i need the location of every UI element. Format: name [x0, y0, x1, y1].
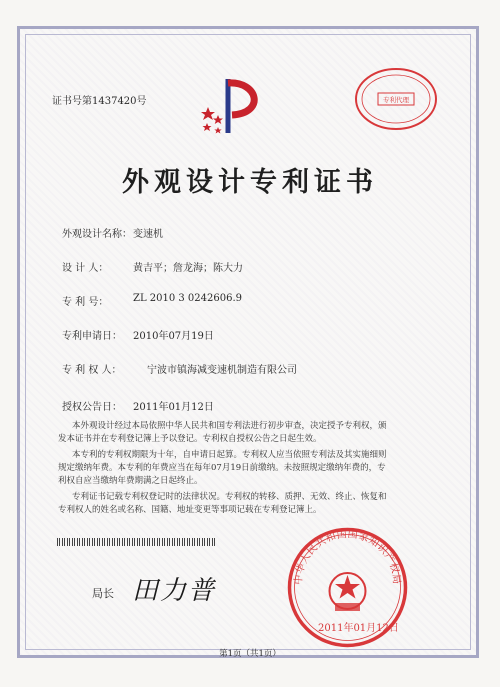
- page-footer: 第1页（共1页）: [219, 649, 281, 659]
- certificate-number: 证书号第1437420号: [52, 96, 147, 107]
- filing-date-value: 2010年07月19日: [133, 331, 214, 342]
- design-name-label: 外观设计名称：: [62, 229, 132, 240]
- grant-date-label: 授权公告日：: [62, 402, 122, 413]
- paragraph-2: [58, 449, 387, 488]
- designer-value: 黄吉平；詹龙海；陈大力: [133, 263, 243, 274]
- paragraph-1: [58, 420, 387, 446]
- paragraph-3-line-1: 专利证书记载专利权登记时的法律状况。专利权的转移、质押、无效、终止、恢复和: [72, 492, 387, 502]
- paragraph-2-line-3: 利权自应当缴纳年费期满之日起终止。: [58, 476, 203, 486]
- grant-date-value: 2011年01月12日: [133, 402, 214, 413]
- agency-stamp: [350, 65, 442, 135]
- director-label: 局长: [92, 587, 114, 600]
- patentee-label: 专 利 权 人：: [62, 365, 122, 376]
- seal-date: 2011年01月12日: [318, 623, 399, 634]
- designer-label: 设 计 人：: [62, 263, 109, 274]
- paragraph-1-line-2: 发本证书并在专利登记簿上予以登记。专利权自授权公告之日起生效。: [58, 434, 322, 444]
- filing-date-label: 专利申请日：: [62, 331, 122, 342]
- paragraph-2-line-1: 本专利的专利权期限为十年，自申请日起算。专利权人应当依照专利法及其实施细则: [72, 450, 387, 460]
- seal-text: 中华人民共和国国家知识产权局: [293, 529, 402, 586]
- svg-text:专利代理: 专利代理: [383, 96, 409, 104]
- patent-number-label: 专 利 号：: [62, 297, 109, 308]
- patent-number-value: ZL 2010 3 0242606.9: [133, 293, 243, 304]
- certificate-title: 外观设计专利证书: [122, 167, 378, 198]
- paragraph-3: [58, 491, 387, 517]
- patentee-value: 宁波市镇海减变速机制造有限公司: [147, 365, 297, 376]
- paragraph-1-line-1: 本外观设计经过本局依照中华人民共和国专利法进行初步审查，决定授予专利权，颁: [72, 421, 387, 431]
- barcode: [57, 538, 217, 546]
- patent-office-logo: [196, 73, 276, 139]
- paragraph-3-line-2: 专利权人的姓名或名称、国籍、地址变更等事项记载在专利登记簿上。: [58, 505, 322, 515]
- director-signature: 田力普: [132, 576, 217, 606]
- paragraph-2-line-2: 规定缴纳年费。本专利的年费应当在每年07月19日前缴纳。未按照规定缴纳年费的，专: [58, 463, 386, 473]
- design-name-value: 变速机: [133, 229, 163, 240]
